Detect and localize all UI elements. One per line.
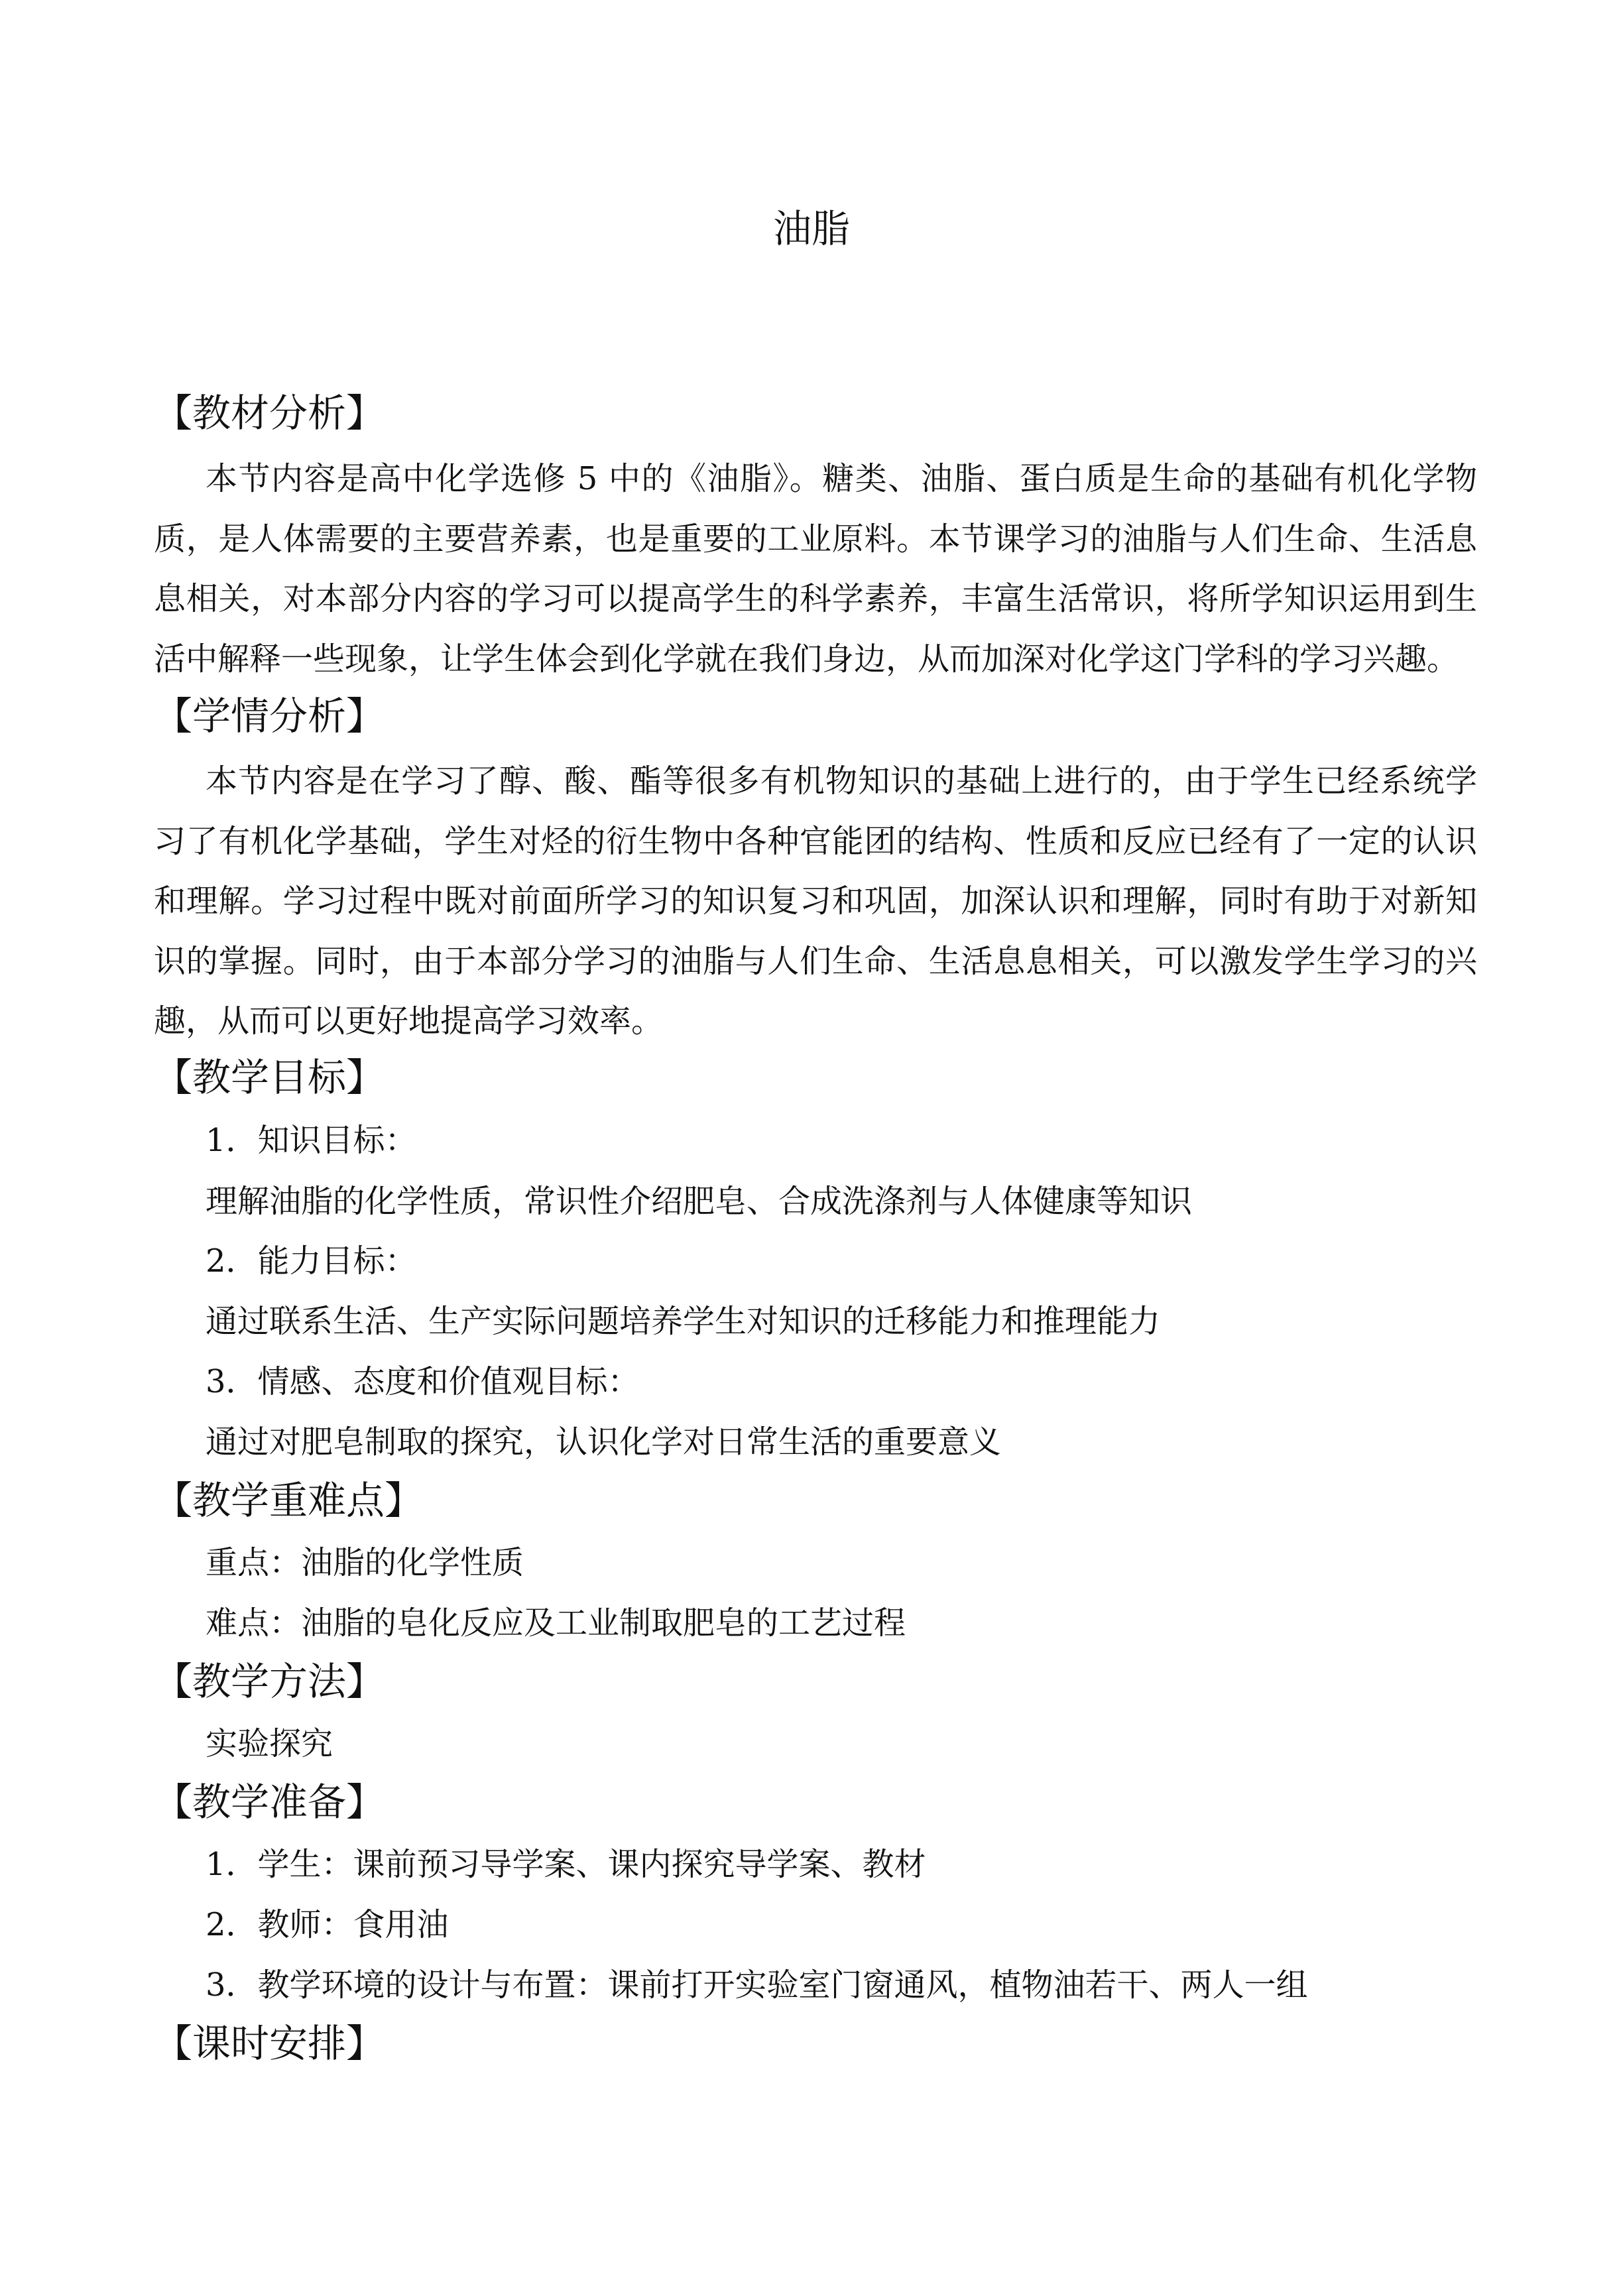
ability-goal-text: 通过联系生活、生产实际问题培养学生对知识的迁移能力和推理能力	[206, 1303, 1161, 1340]
section-heading-goals: 【教学目标】	[154, 1055, 385, 1100]
students-paragraph: 本节内容是在学习了醇、酸、酯等很多有机物知识的基础上进行的，由于学生已经系统学习了有机化学基础，学生对烃的衍生物中各种官能团的结构、性质和反应已经有了一定的认识和理解。学习过程中既对前面所学习的知识复习和巩固，加深认识和理解，同时有助于对新知识的掌握。同时，由于本部分学习的油脂与人们生命、生活息息相关，可以激发学生学习的兴趣，从而可以更好地提高学习效率。	[154, 762, 1477, 1040]
section-heading-students: 【学情分析】	[154, 694, 385, 739]
section-heading-key-points: 【教学重难点】	[154, 1478, 424, 1523]
key-point-text: 重点：油脂的化学性质	[206, 1544, 524, 1581]
section-heading-preparation: 【教学准备】	[154, 1780, 385, 1825]
preparation-item-students: 1．学生：课前预习导学案、课内探究导学案、教材	[206, 1846, 926, 1883]
materials-paragraph: 本节内容是高中化学选修 5 中的《油脂》。糖类、油脂、蛋白质是生命的基础有机化学物质，是人体需要的主要营养素，也是重要的工业原料。本节课学习的油脂与人们生命、生活息息相关，对本部分内容的学习可以提高学生的科学素养，丰富生活常识，将所学知识运用到生活中解释一些现象，让学生体会到化学就在我们身边，从而加深对化学这门学科的学习兴趣。	[154, 460, 1477, 678]
preparation-item-environment: 3．教学环境的设计与布置：课前打开实验室门窗通风，植物油若干、两人一组	[206, 1966, 1308, 2004]
emotion-goal-text: 通过对肥皂制取的探究，认识化学对日常生活的重要意义	[206, 1423, 1002, 1461]
knowledge-goal-text: 理解油脂的化学性质，常识性介绍肥皂、合成洗涤剂与人体健康等知识	[206, 1183, 1193, 1220]
section-heading-methods: 【教学方法】	[154, 1659, 385, 1704]
section-heading-materials: 【教材分析】	[154, 391, 385, 436]
difficult-point-text: 难点：油脂的皂化反应及工业制取肥皂的工艺过程	[206, 1604, 906, 1642]
page-title: 油脂	[772, 206, 850, 251]
knowledge-goal-label: 1．知识目标：	[206, 1122, 417, 1159]
preparation-item-teacher: 2．教师：食用油	[206, 1906, 449, 1943]
emotion-goal-label: 3．情感、态度和价值观目标：	[206, 1363, 640, 1400]
ability-goal-label: 2．能力目标：	[206, 1242, 417, 1280]
methods-text: 实验探究	[206, 1725, 333, 1762]
section-heading-schedule: 【课时安排】	[154, 2021, 385, 2066]
